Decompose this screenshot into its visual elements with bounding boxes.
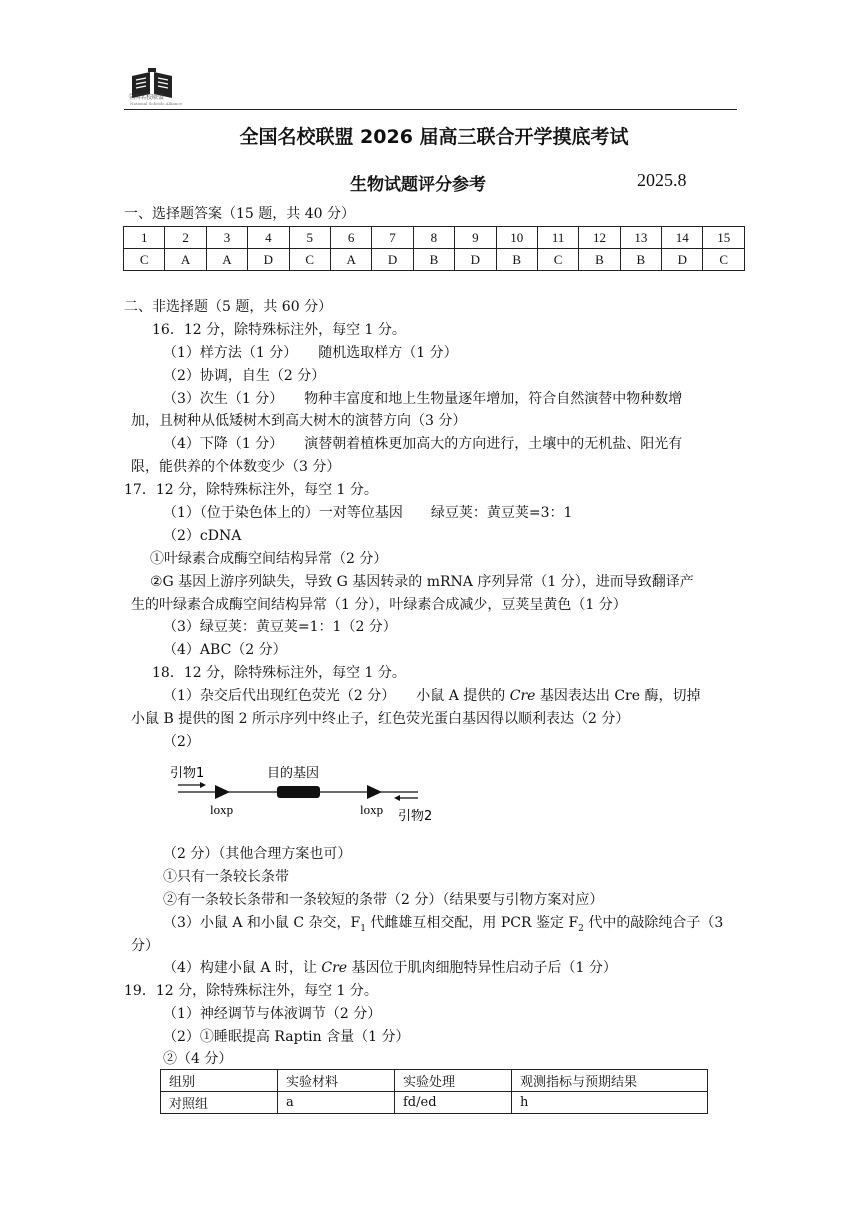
table-header-cell: 实验材料 [278, 1070, 395, 1092]
primer1-label: 引物1 [170, 766, 205, 781]
cre-gene-italic: Cre [321, 960, 348, 976]
primer2-arrowhead [394, 795, 400, 801]
question-number: 8 [413, 227, 454, 249]
question-number: 11 [537, 227, 578, 249]
q18-part2-1: ①只有一条较长条带 [163, 869, 289, 885]
question-number: 5 [289, 227, 330, 249]
q17-intro: 17．12 分，除特殊标注外，每空 1 分。 [124, 482, 378, 498]
answer-number-row [124, 227, 745, 249]
answer-letter: A [165, 249, 206, 271]
q18-part2: （2） [163, 734, 200, 750]
question-number: 13 [620, 227, 661, 249]
question-number: 4 [248, 227, 289, 249]
q18-intro: 18．12 分，除特殊标注外，每空 1 分。 [152, 665, 406, 681]
primer1-arrowhead [200, 782, 206, 788]
q18-part3-post: 代中的敲除纯合子（3 [583, 915, 724, 931]
q18-part3-cont: 分） [131, 938, 159, 954]
f1-subscript: 1 [360, 923, 366, 934]
q16-part4: （4）下降（1 分） 演替朝着植株更加高大的方向进行，土壤中的无机盐、阳光有 [163, 436, 683, 452]
table-header-cell: 实验处理 [395, 1070, 512, 1092]
answer-letter: B [579, 249, 620, 271]
q17-part2: （2）cDNA [163, 528, 242, 544]
target-gene-label: 目的基因 [267, 766, 320, 781]
answer-letter: D [372, 249, 413, 271]
answer-letter: B [620, 249, 661, 271]
table-cell: h [512, 1092, 708, 1114]
question-number: 1 [124, 227, 165, 249]
answer-letter: B [496, 249, 537, 271]
question-number: 7 [372, 227, 413, 249]
q17-part2-2-cont: 生的叶绿素合成酶空间结构异常（1 分），叶绿素合成减少，豆荚呈黄色（1 分） [131, 597, 627, 613]
table-cell: fd/ed [395, 1092, 512, 1114]
table-cell: a [278, 1092, 395, 1114]
q16-part3: （3）次生（1 分） 物种丰富度和地上生物量逐年增加，符合自然演替中物种数增 [163, 391, 683, 407]
f2-subscript: 2 [578, 923, 584, 934]
table-header-row [161, 1070, 708, 1092]
logo-text: 全国名校联盟 [128, 94, 165, 101]
answer-table [123, 226, 745, 271]
answer-letter: C [124, 249, 165, 271]
q18-part3-pre: （3）小鼠 A 和小鼠 C 杂交，F [163, 915, 361, 931]
loxp-left-label: loxp [210, 802, 234, 817]
primer-diagram [160, 760, 460, 828]
q18-part1-pre: （1）杂交后代出现红色荧光（2 分） 小鼠 A 提供的 [163, 688, 510, 704]
q17-part2-1: ①叶绿素合成酶空间结构异常（2 分） [150, 551, 388, 567]
logo-subtext: National Schools Alliance [130, 101, 182, 106]
answer-letter: D [455, 249, 496, 271]
q19-intro: 19．12 分，除特殊标注外，每空 1 分。 [124, 983, 378, 999]
q18-part2-2: ②有一条较长条带和一条较短的条带（2 分）（结果要与引物方案对应） [163, 892, 604, 908]
q18-part1-post: 基因表达出 Cre 酶，切掉 [535, 688, 701, 704]
target-gene-block [277, 786, 320, 798]
q18-part1-cont: 小鼠 B 提供的图 2 所示序列中终止子，红色荧光蛋白基因得以顺利表达（2 分） [131, 711, 630, 727]
q16-part1: （1）样方法（1 分） 随机选取样方（1 分） [163, 345, 458, 361]
loxp-left-triangle [215, 785, 230, 799]
q19-part2-2: ②（4 分） [163, 1051, 233, 1067]
answer-letter: B [413, 249, 454, 271]
q19-part1: （1）神经调节与体液调节（2 分） [163, 1006, 382, 1022]
answer-letter: C [703, 249, 745, 271]
cre-gene-italic: Cre [509, 688, 536, 704]
table-row [161, 1092, 708, 1114]
q16-part2: （2）协调，自生（2 分） [163, 368, 326, 384]
q16-part4-cont: 限，能供养的个体数变少（3 分） [131, 459, 341, 475]
section1-heading: 一、选择题答案（15 题，共 40 分） [124, 206, 355, 222]
question-number: 2 [165, 227, 206, 249]
q18-part4-post: 基因位于肌肉细胞特异性启动子后（1 分） [347, 960, 617, 976]
q18-part3 [163, 914, 723, 938]
loxp-right-triangle [367, 785, 382, 799]
q17-part3: （3）绿豆荚：黄豆荚=1：1（2 分） [163, 619, 397, 635]
question-number: 15 [703, 227, 745, 249]
question-number: 10 [496, 227, 537, 249]
q16-part3-cont: 加，且树种从低矮树木到高大树木的演替方向（3 分） [131, 413, 467, 429]
page-subtitle: 生物试题评分参考 [350, 175, 486, 195]
answer-letter-row [124, 249, 745, 271]
primer2-label: 引物2 [398, 809, 433, 824]
exam-date: 2025.8 [637, 170, 687, 190]
table-header-cell: 组别 [161, 1070, 278, 1092]
answer-letter: C [289, 249, 330, 271]
table-header-cell: 观测指标与预期结果 [512, 1070, 708, 1092]
q18-part3-mid: 代雌雄互相交配，用 PCR 鉴定 F [365, 915, 579, 931]
q18-part1 [163, 687, 700, 705]
header-divider [124, 109, 737, 110]
q17-part4: （4）ABC（2 分） [163, 642, 287, 658]
table-cell: 对照组 [161, 1092, 278, 1114]
q16-intro: 16．12 分，除特殊标注外，每空 1 分。 [152, 322, 406, 338]
q17-part2-2: ②G 基因上游序列缺失，导致 G 基因转录的 mRNA 序列异常（1 分），进而导致翻译产 [150, 574, 694, 590]
answer-letter: D [248, 249, 289, 271]
q17-part1: （1）（位于染色体上的）一对等位基因 绿豆荚：黄豆荚=3：1 [163, 505, 573, 521]
q19-table [160, 1069, 708, 1114]
q18-part4-pre: （4）构建小鼠 A 时，让 [163, 960, 322, 976]
question-number: 3 [206, 227, 247, 249]
question-number: 12 [579, 227, 620, 249]
answer-letter: C [537, 249, 578, 271]
question-number: 14 [662, 227, 703, 249]
q18-part2-note: （2 分）（其他合理方案也可） [163, 846, 352, 862]
section2-heading: 二、非选择题（5 题，共 60 分） [124, 299, 333, 315]
question-number: 6 [330, 227, 371, 249]
answer-letter: A [206, 249, 247, 271]
answer-letter: D [662, 249, 703, 271]
question-number: 9 [455, 227, 496, 249]
loxp-right-label: loxp [360, 802, 384, 817]
q19-part2: （2）①睡眠提高 Raptin 含量（1 分） [163, 1029, 410, 1045]
q18-part4 [163, 959, 617, 977]
page-title: 全国名校联盟 2026 届高三联合开学摸底考试 [239, 126, 629, 148]
answer-letter: A [330, 249, 371, 271]
